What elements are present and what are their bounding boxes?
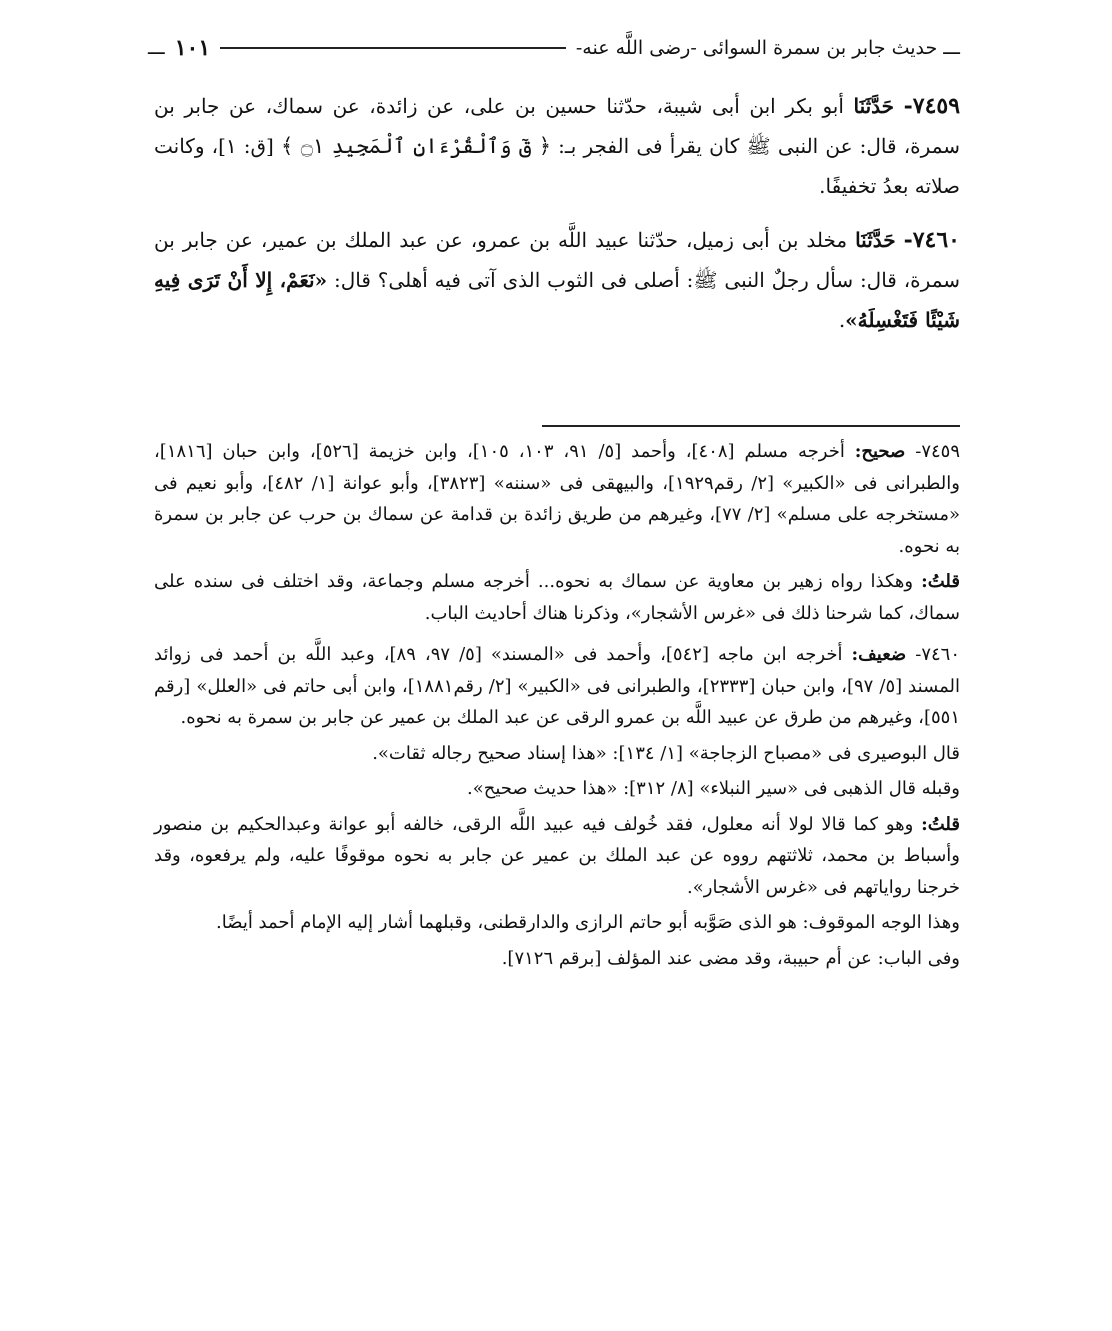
page-number: ١٠١ xyxy=(174,35,211,61)
haddathana: حَدَّثَنَا xyxy=(853,94,895,118)
header-rule xyxy=(220,47,566,49)
note-number: ٧٤٦٠- xyxy=(915,644,960,665)
hadith-body: مخلد بن أبى زميل، حدّثنا عبيد اللَّه بن عمرو، عن عبد الملك بن عمير، عن جابر بن سمرة، قال: سأل رجلٌ النبى ﷺ: أصلى فى الثوب الذى آتى فيه أهلى؟ قال: xyxy=(154,228,961,292)
footnote-divider xyxy=(542,425,960,427)
note-number: ٧٤٥٩- xyxy=(915,441,960,462)
takhrij-text: أخرجه ابن ماجه [٥٤٢]، وأحمد فى «المسند» [٥/ ٩٧، ٨٩]، وعبد اللَّه بن أحمد فى زوائد المسند [٥/ ٩٧]، وابن حبان [٢٣٣٣]، والطبرانى فى «الكبير» [٢/ رقم١٨٨١]، وابن أبى حاتم فى «العلل» [رقم ٥٥١]، وغيرهم من طرق عن عبيد اللَّه بن عمرو الرقى عن عبد الملك بن عمير عن جابر بن سمرة به نحوه. xyxy=(154,644,961,728)
takhrij-paragraph xyxy=(154,436,960,562)
hadith-7459 xyxy=(154,86,960,206)
hadith-text xyxy=(154,86,960,354)
note-7459 xyxy=(154,436,960,629)
haddathana: حَدَّثَنَا xyxy=(855,228,896,252)
bab-paragraph: وفى الباب: عن أم حبيبة، وقد مضى عند المؤلف [برقم ٧١٢٦]. xyxy=(501,947,960,969)
hadith-number: ٧٤٥٩- xyxy=(903,93,961,119)
qult-paragraph xyxy=(154,566,960,629)
takhrij-paragraph xyxy=(154,639,960,734)
qult-label: قلتُ: xyxy=(921,813,960,835)
hadith-7460 xyxy=(154,220,960,340)
note-7460 xyxy=(154,639,960,974)
grade-label: ضعيف: xyxy=(851,644,907,665)
prophet-saying: «نَعَمْ، إِلا أَنْ تَرَى فِيهِ شَيْئًا فَتَغْسِلَهُ» xyxy=(154,268,960,332)
hadith-body-end: [ق: ١]، وكانت صلاته بعدُ تخفيفًا. xyxy=(154,134,960,198)
running-header xyxy=(148,30,960,66)
footnotes xyxy=(154,436,960,978)
qult-text: وهكذا رواه زهير بن معاوية عن سماك به نحوه... أخرجه مسلم وجماعة، وقد اختلف فى سنده على سماك، كما شرحنا ذلك فى «غرس الأشجار»، وذكرنا هناك أحاديث الباب. xyxy=(154,571,960,624)
qult-label: قلتُ: xyxy=(921,571,960,592)
hadith-end-mark: . xyxy=(838,308,846,332)
hadith-body: أبو بكر ابن أبى شيبة، حدّثنا حسين بن على، عن زائدة، عن سماك، عن جابر بن سمرة، قال: عن النبى ﷺ كان يقرأ فى الفجر بـ: xyxy=(154,94,961,158)
qult-text: وهو كما قالا لولا أنه معلول، فقد خُولف فيه عبيد اللَّه الرقى، خالفه أبو عوانة وعبدالحكيم بن منصور وأسباط بن محمد، ثلاثتهم رووه عن عبد الملك بن عمير عن جابر به نحوه موقوفًا عليه، ولم يرفعوه، وقد خرجنا رواياتهم فى «غرس الأشجار». xyxy=(154,813,960,898)
quran-quote: ﴿ قٓ وَٱلْقُرْءَانِ ٱلْمَجِيدِ ۝١ ﴾ xyxy=(280,134,552,158)
takhrij-text: أخرجه مسلم [٤٠٨]، وأحمد [٥/ ٩١، ١٠٣، ١٠٥]، وابن خزيمة [٥٢٦]، وابن حبان [١٨١٦]، والطبرانى فى «الكبير» [٢/ رقم١٩٢٩]، والبيهقى فى «سننه» [٣٨٢٣]، وأبو عوانة [١/ ٤٨٢]، وأبو نعيم فى «مستخرجه على مسلم» [٢/ ٧٧]، وغيرهم من طريق زائدة بن قدامة عن سماك بن حرب عن جابر بن سمرة به نحوه. xyxy=(154,441,961,557)
qult-paragraph xyxy=(154,809,960,904)
header-title: ـــ حديث جابر بن سمرة السوائى -رضى اللَّه عنه- xyxy=(575,37,960,59)
grade-label: صحيح: xyxy=(854,441,906,462)
hadith-number: ٧٤٦٠- xyxy=(903,227,960,253)
dhahabi-paragraph: وقبله قال الذهبى فى «سير النبلاء» [٨/ ٣١٢]: «هذا حديث صحيح». xyxy=(467,778,960,799)
busiri-paragraph: قال البوصيرى فى «مصباح الزجاجة» [١/ ١٣٤]: «هذا إسناد صحيح رجاله ثقات». xyxy=(372,742,960,764)
page-number-dash: ـــ xyxy=(148,37,165,59)
mawquf-paragraph: وهذا الوجه الموقوف: هو الذى صَوَّبه أبو حاتم الرازى والدارقطنى، وقبلهما أشار إليه الإمام أحمد أيضًا. xyxy=(216,912,960,933)
